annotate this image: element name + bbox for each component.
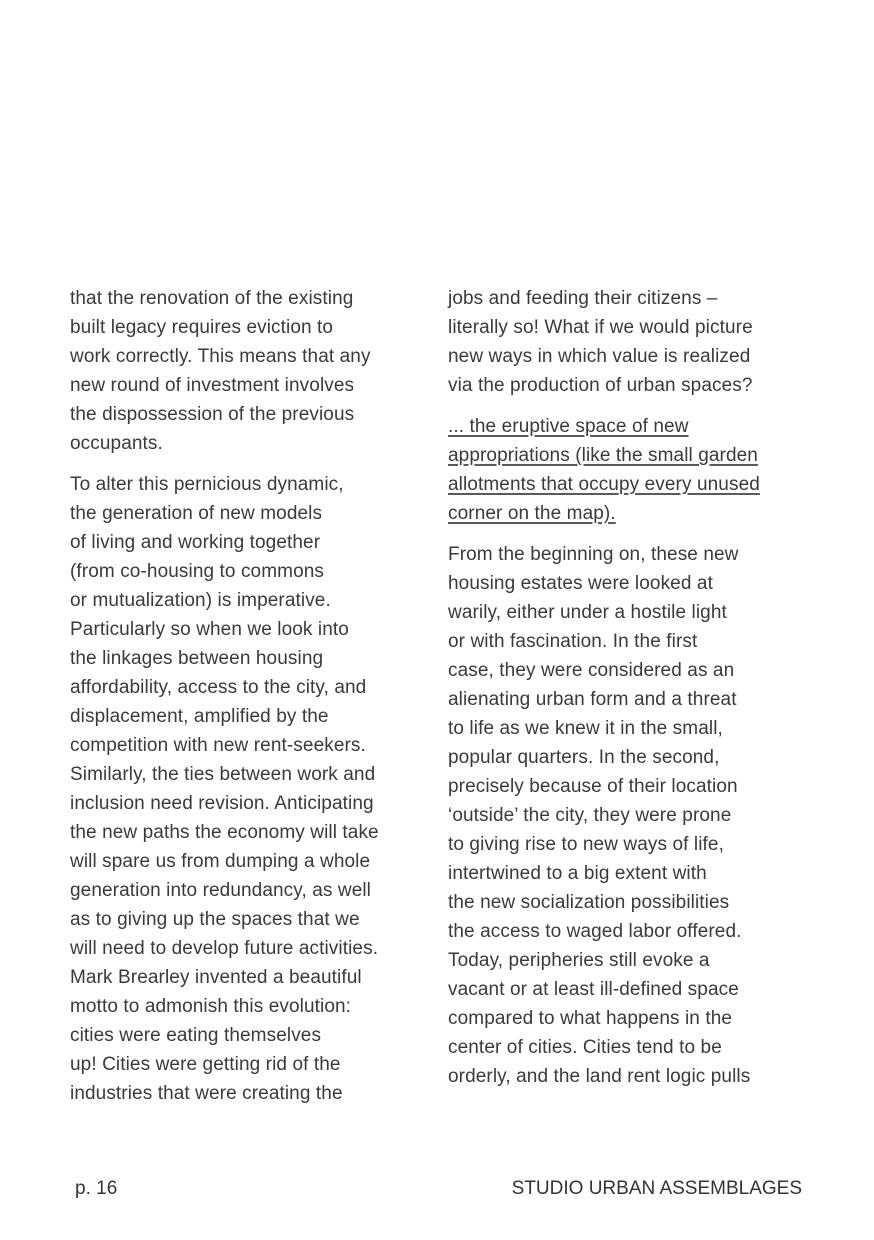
text-line: inclusion need revision. Anticipating [70, 793, 374, 814]
text-line: or with fascination. In the first [448, 631, 698, 652]
text-line: industries that were creating the [70, 1083, 343, 1104]
text-line: cities were eating themselves [70, 1025, 322, 1046]
text-line: the new socialization possibilities [448, 892, 730, 913]
quote-line: allotments that occupy every unused [448, 474, 760, 495]
text-line: the access to waged labor offered. [448, 921, 742, 942]
text-line: the dispossession of the previous [70, 404, 355, 425]
text-line: displacement, amplified by the [70, 706, 329, 727]
text-line: occupants. [70, 433, 163, 454]
text-line: will spare us from dumping a whole [70, 851, 371, 872]
text-line: ‘outside’ the city, they were prone [448, 805, 732, 826]
page-number: p. 16 [75, 1178, 118, 1199]
text-line: new ways in which value is realized [448, 346, 751, 367]
pull-quote [448, 412, 808, 528]
text-line: affordability, access to the city, and [70, 677, 367, 698]
text-line: the linkages between housing [70, 648, 324, 669]
quote-line: corner on the map). [448, 503, 616, 524]
text-line: to life as we knew it in the small, [448, 718, 723, 739]
text-line: orderly, and the land rent logic pulls [448, 1066, 751, 1087]
paragraph-housing-estates [448, 540, 808, 1091]
text-line: jobs and feeding their citizens – [448, 288, 718, 309]
text-line: or mutualization) is imperative. [70, 590, 331, 611]
text-line: motto to admonish this evolution: [70, 996, 352, 1017]
text-line: new round of investment involves [70, 375, 355, 396]
text-line: the generation of new models [70, 503, 323, 524]
paragraph-eviction [70, 284, 430, 458]
text-line: compared to what happens in the [448, 1008, 733, 1029]
text-line: intertwined to a big extent with [448, 863, 707, 884]
text-line: competition with new rent-seekers. [70, 735, 366, 756]
text-line: work correctly. This means that any [70, 346, 371, 367]
text-line: of living and working together [70, 532, 321, 553]
text-line: (from co-housing to commons [70, 561, 325, 582]
text-line: vacant or at least ill-defined space [448, 979, 739, 1000]
text-line: Particularly so when we look into [70, 619, 349, 640]
text-line: up! Cities were getting rid of the [70, 1054, 341, 1075]
quote-line: ... the eruptive space of new [448, 416, 689, 437]
text-line: generation into redundancy, as well [70, 880, 372, 901]
text-line: to giving rise to new ways of life, [448, 834, 724, 855]
text-line: via the production of urban spaces? [448, 375, 753, 396]
text-line: To alter this pernicious dynamic, [70, 474, 344, 495]
running-footer-title: STUDIO URBAN ASSEMBLAGES [511, 1178, 802, 1199]
text-line: Mark Brearley invented a beautiful [70, 967, 362, 988]
text-line: popular quarters. In the second, [448, 747, 720, 768]
right-column [448, 284, 808, 1103]
text-line: the new paths the economy will take [70, 822, 379, 843]
text-line: literally so! What if we would picture [448, 317, 753, 338]
text-line: will need to develop future activities. [70, 938, 379, 959]
text-line: warily, either under a hostile light [448, 602, 727, 623]
left-column [70, 284, 430, 1120]
text-line: built legacy requires eviction to [70, 317, 334, 338]
paragraph-value-realized [448, 284, 808, 400]
text-line: center of cities. Cities tend to be [448, 1037, 722, 1058]
text-line: as to giving up the spaces that we [70, 909, 360, 930]
text-line: that the renovation of the existing [70, 288, 354, 309]
paragraph-new-models [70, 470, 430, 1108]
text-line: Today, peripheries still evoke a [448, 950, 710, 971]
quote-line: appropriations (like the small garden [448, 445, 758, 466]
text-line: Similarly, the ties between work and [70, 764, 376, 785]
text-line: housing estates were looked at [448, 573, 713, 594]
text-line: alienating urban form and a threat [448, 689, 737, 710]
text-line: From the beginning on, these new [448, 544, 739, 565]
text-line: precisely because of their location [448, 776, 738, 797]
text-line: case, they were considered as an [448, 660, 735, 681]
